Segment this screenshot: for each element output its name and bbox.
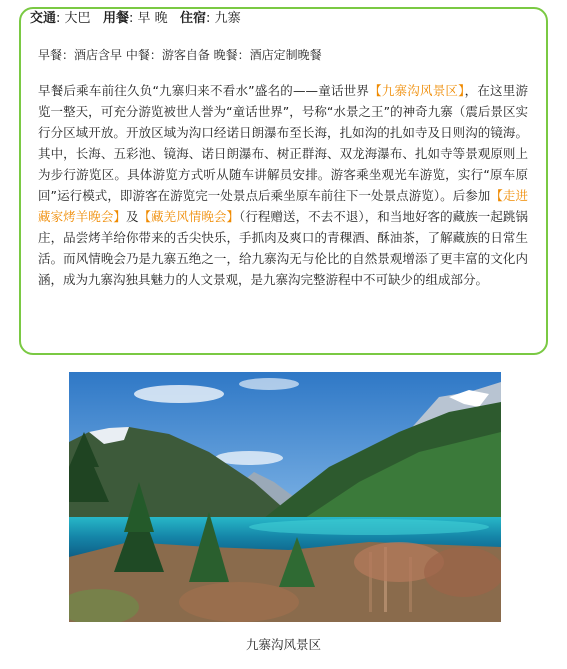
description-text-4: （行程赠送，不去不退），和当地好客的藏族一起跳锅庄，品尝烤羊给你带来的舌尖快乐，手抓肉及爽口的青稞酒、酥油茶，了解藏族的日常生活。而风情晚会乃是九寨五绝之一，给九寨沟无与伦比的自然景观增添了更丰富的文化内涵，成为九寨沟独具魅力的人文景观，是九寨沟完整游程中不可缺少的组成部分。 xyxy=(38,209,528,287)
folk-show-link[interactable]: 【藏羌风情晚会】 xyxy=(138,209,240,224)
meals-detail: 早餐：酒店含早 中餐：游客自备 晚餐：酒店定制晚餐 xyxy=(38,48,322,62)
lodging-value: 九寨 xyxy=(214,11,241,26)
tibetan-bbq-link[interactable]: 【走进藏家烤羊晚会】 xyxy=(38,188,528,224)
day-description xyxy=(38,80,528,290)
jiuzhaigou-link[interactable]: 【九寨沟风景区】 xyxy=(369,83,465,98)
itinerary-summary: 交通: 大巴 用餐: 早 晚 住宿: 九寨 xyxy=(30,11,241,26)
transport-label: 交通 xyxy=(30,11,57,26)
description-text-1: 早餐后乘车前往久负“九寨归来不看水”盛名的——童话世界 xyxy=(38,83,370,98)
scenic-photo xyxy=(69,372,501,622)
transport-value: 大巴 xyxy=(64,11,91,26)
description-text-2: ，在这里游览一整天，可充分游览被世人誉为“童话世界”，号称“水景之王”的神奇九寨（震后景区实行分区域开放。开放区域为沟口经诺日朗瀑布至长海，扎如沟的扎如寺及日则沟的镜海。其中，长海、五彩池、镜海、诺日朗瀑布、树正群海、双龙海瀑布、扎如寺等景观原则上为步行游览区。具体游览方式听从随车讲解员安排。游客乘坐观光车游览，实行“原车原回”运行模式，即游客在游览完一处景点后乘坐原车前往下一处景点游览）。后参加 xyxy=(38,83,528,203)
description-text-3: 及 xyxy=(125,209,139,224)
jiuzhaigou-landscape-image xyxy=(69,372,501,622)
photo-caption: 九寨沟风景区 xyxy=(245,637,321,652)
meals-value: 早 晚 xyxy=(137,11,168,26)
lodging-label: 住宿 xyxy=(180,11,207,26)
meals-label: 用餐 xyxy=(102,11,129,26)
